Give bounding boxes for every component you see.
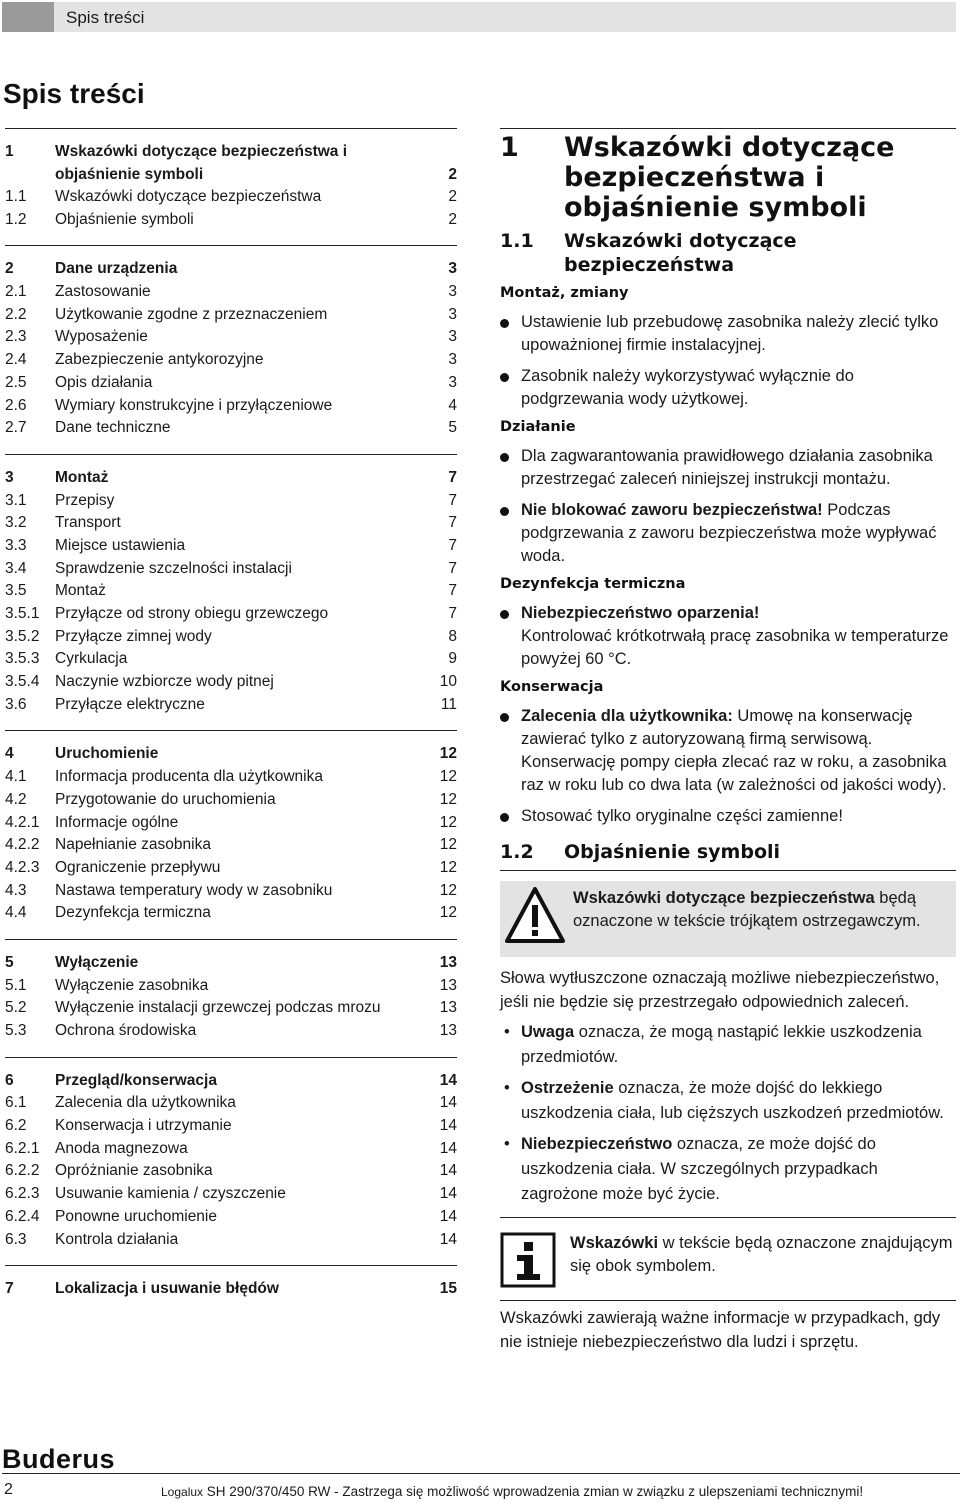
toc-row[interactable] bbox=[5, 789, 457, 812]
toc-title: Spis treści bbox=[3, 78, 145, 109]
toc-row-number: 3.1 bbox=[5, 491, 27, 509]
toc-row-page: 14 bbox=[439, 1162, 457, 1180]
toc-row-number: 2 bbox=[5, 260, 14, 278]
warning-text: Wskazówki dotyczące bezpieczeństwa będą oznaczone w tekście trójkątem ostrzegawczym. bbox=[573, 889, 921, 930]
toc-row-text: Wymiary konstrukcyjne i przyłączeniowe bbox=[55, 396, 333, 414]
toc-row-page: 13 bbox=[439, 999, 457, 1017]
toc-row-number: 6.3 bbox=[5, 1230, 27, 1248]
header-bar bbox=[54, 2, 956, 32]
info-icon bbox=[500, 1232, 556, 1293]
toc-row-number: 4.2 bbox=[5, 790, 27, 808]
toc-row[interactable] bbox=[5, 1278, 457, 1301]
toc-row[interactable] bbox=[5, 1229, 457, 1252]
toc-row[interactable] bbox=[5, 694, 457, 717]
toc-row[interactable] bbox=[5, 186, 457, 209]
toc-row-text: Anoda magnezowa bbox=[55, 1139, 188, 1157]
toc-row-number: 3.5 bbox=[5, 582, 27, 600]
toc-row[interactable] bbox=[5, 209, 457, 232]
toc-row-number: 3 bbox=[5, 468, 14, 486]
toc-row-text: Przyłącze zimnej wody bbox=[55, 627, 212, 645]
bullet-dot-icon bbox=[500, 453, 509, 462]
toc-row-number: 2.7 bbox=[5, 419, 27, 437]
toc-row[interactable] bbox=[5, 1183, 457, 1206]
toc-group bbox=[5, 730, 457, 925]
toc-row[interactable] bbox=[5, 1092, 457, 1115]
toc-row-page: 14 bbox=[439, 1139, 457, 1157]
toc-row[interactable] bbox=[5, 258, 457, 281]
toc-row[interactable] bbox=[5, 512, 457, 535]
toc-row-number: 3.4 bbox=[5, 559, 27, 577]
toc-row-number: 2.4 bbox=[5, 351, 27, 369]
toc-row-text: Zastosowanie bbox=[55, 283, 151, 301]
toc-row-page: 14 bbox=[439, 1094, 457, 1112]
toc-row[interactable] bbox=[5, 952, 457, 975]
toc-row-text: Konserwacja i utrzymanie bbox=[55, 1117, 232, 1135]
toc-row-page: 12 bbox=[439, 858, 457, 876]
toc-row-text: Zabezpieczenie antykorozyjne bbox=[55, 351, 264, 369]
right-column bbox=[500, 128, 956, 1354]
toc-row-number: 3.3 bbox=[5, 536, 27, 554]
toc-row-text: Informacje ogólne bbox=[55, 813, 179, 831]
dezynfekcja-heading: Dezynfekcja termiczna bbox=[500, 576, 686, 592]
bullet-dot-icon bbox=[500, 319, 509, 328]
toc-row-number: 4.2.3 bbox=[5, 858, 40, 876]
toc-row-number: 4.3 bbox=[5, 881, 27, 899]
toc-row-page: 12 bbox=[439, 768, 457, 786]
toc-row[interactable] bbox=[5, 417, 457, 440]
toc-row[interactable] bbox=[5, 1160, 457, 1183]
toc-row[interactable] bbox=[5, 743, 457, 766]
info-text: Wskazówki w tekście będą oznaczone znajdującym się obok symbolem. bbox=[570, 1234, 953, 1275]
toc-row-page: 10 bbox=[439, 673, 457, 691]
toc-row[interactable] bbox=[5, 997, 457, 1020]
toc-row-page: 7 bbox=[448, 536, 457, 554]
section-rule bbox=[500, 870, 956, 871]
toc-row-number: 4.4 bbox=[5, 904, 27, 922]
toc-row-page: 3 bbox=[448, 373, 457, 391]
montaz-heading: Montaż, zmiany bbox=[500, 285, 629, 301]
toc-row-number: 2.5 bbox=[5, 373, 27, 391]
toc-row-number: 3.5.3 bbox=[5, 650, 40, 668]
toc-row-text: Montaż bbox=[55, 582, 106, 600]
toc-row-number: 6.1 bbox=[5, 1094, 27, 1112]
toc-row-text: Przygotowanie do uruchomienia bbox=[55, 790, 276, 808]
toc-row-text: Usuwanie kamienia / czyszczenie bbox=[55, 1185, 286, 1203]
toc-row-text: Przepisy bbox=[55, 491, 115, 509]
toc-row-text: Wyposażenie bbox=[55, 328, 148, 346]
toc-row-number: 2.1 bbox=[5, 283, 27, 301]
toc-row[interactable] bbox=[5, 812, 457, 835]
bullet-item: Ustawienie lub przebudowę zasobnika należy zlecić tylko upoważnionej firmie instalacyjnej. bbox=[500, 311, 956, 357]
toc-row-number: 4 bbox=[5, 745, 14, 763]
toc-row-page: 14 bbox=[439, 1230, 457, 1248]
footer-rule bbox=[2, 1473, 960, 1474]
toc-row-page: 7 bbox=[448, 582, 457, 600]
toc-row-page: 3 bbox=[448, 283, 457, 301]
toc-row-page: 7 bbox=[448, 514, 457, 532]
toc-row-page: 13 bbox=[439, 976, 457, 994]
toc-row-page: 14 bbox=[439, 1117, 457, 1135]
toc-row-number: 3.6 bbox=[5, 695, 27, 713]
bullet-dot-icon bbox=[500, 373, 509, 382]
toc-row-number: 6.2.1 bbox=[5, 1139, 40, 1157]
toc-row[interactable] bbox=[5, 395, 457, 418]
toc-row-number: 2.6 bbox=[5, 396, 27, 414]
toc-row-number: 6.2.2 bbox=[5, 1162, 40, 1180]
toc-row-number: 4.2.1 bbox=[5, 813, 40, 831]
toc-group bbox=[5, 454, 457, 717]
section-rule bbox=[500, 128, 956, 129]
signal-word-item: • Ostrzeżenie oznacza, że może dojść do lekkiego uszkodzenia ciała, lub cięższych uszkodzeń przedmiotów. bbox=[504, 1079, 944, 1122]
section-rule bbox=[500, 1300, 956, 1301]
toc-row-text: Przyłącze od strony obiegu grzewczego bbox=[55, 605, 329, 622]
dzialanie-heading: Działanie bbox=[500, 419, 576, 435]
symbols-intro: Słowa wytłuszczone oznaczają możliwe niebezpieczeństwo, jeśli nie będzie się przestrzegało odpowiednich zaleceń. bbox=[500, 969, 940, 1011]
toc-group bbox=[5, 128, 457, 231]
toc-row[interactable] bbox=[5, 648, 457, 671]
bullet-dot-icon bbox=[500, 713, 509, 722]
footer-note: Logalux SH 290/370/450 RW - Zastrzega się możliwość wprowadzenia zmian w związku z ulepszeniami technicznymi! bbox=[161, 1484, 864, 1499]
toc-row-page: 3 bbox=[448, 328, 457, 346]
toc-row-number: 3.5.4 bbox=[5, 673, 40, 691]
bullet-item: Stosować tylko oryginalne części zamienne! bbox=[500, 805, 956, 828]
toc-row-text: Naczynie wzbiorcze wody pitnej bbox=[55, 673, 274, 691]
toc-row[interactable] bbox=[5, 141, 457, 186]
toc-row-text: Przyłącze elektryczne bbox=[55, 695, 205, 713]
toc-row-number: 5.2 bbox=[5, 999, 27, 1017]
toc-group bbox=[5, 939, 457, 1043]
bullet-dot-icon bbox=[500, 610, 509, 619]
toc-row-number: 2.2 bbox=[5, 305, 27, 323]
toc-row-text: Montaż bbox=[55, 468, 109, 486]
section-1-2-heading: 1.2 Objaśnienie symboli bbox=[500, 841, 781, 863]
toc-row-text: Dane techniczne bbox=[55, 419, 171, 437]
toc-row-text: Wyłączenie bbox=[55, 953, 139, 971]
bullet-item: Dla zagwarantowania prawidłowego działania zasobnika przestrzegać zaleceń niniejszej instrukcji montażu. bbox=[500, 445, 956, 491]
toc-row-number: 1 bbox=[5, 143, 14, 160]
toc-row-number: 5.1 bbox=[5, 976, 27, 994]
toc-row[interactable] bbox=[5, 975, 457, 998]
toc-row-number: 4.2.2 bbox=[5, 836, 40, 854]
warning-triangle-icon bbox=[504, 885, 566, 950]
toc-row-text: Sprawdzenie szczelności instalacji bbox=[55, 559, 292, 577]
signal-word-item: • Niebezpieczeństwo oznacza, ze może dojść do uszkodzenia ciała. W szczególnych przypadkach zagrożone może być życie. bbox=[504, 1135, 878, 1203]
toc-row-text: Wskazówki dotyczące bezpieczeństwa bbox=[55, 188, 322, 205]
toc-row-text: Dezynfekcja termiczna bbox=[55, 904, 211, 922]
toc-row-text: Informacja producenta dla użytkownika bbox=[55, 768, 323, 786]
page-number: 2 bbox=[4, 1481, 13, 1498]
toc-row-text: Wskazówki dotyczące bezpieczeństwa i objaśnienie symboli bbox=[55, 143, 348, 183]
warning-box bbox=[500, 881, 956, 957]
toc-row[interactable] bbox=[5, 834, 457, 857]
toc-row-page: 7 bbox=[448, 559, 457, 577]
info-box bbox=[500, 1232, 956, 1294]
toc-row-page: 9 bbox=[448, 650, 457, 668]
toc-row-page: 15 bbox=[439, 1280, 457, 1298]
toc-row-number: 6 bbox=[5, 1071, 14, 1089]
toc-group bbox=[5, 1265, 457, 1301]
section-rule bbox=[500, 1217, 956, 1218]
toc-row[interactable] bbox=[5, 349, 457, 372]
toc-row-page: 13 bbox=[439, 953, 457, 971]
toc-row-text: Dane urządzenia bbox=[55, 260, 178, 278]
toc-row-number: 6.2.4 bbox=[5, 1207, 40, 1225]
toc-row[interactable] bbox=[5, 558, 457, 581]
toc-row[interactable] bbox=[5, 766, 457, 789]
toc-row-text: Nastawa temperatury wody w zasobniku bbox=[55, 881, 333, 899]
toc-row-text: Wyłączenie instalacji grzewczej podczas mrozu bbox=[55, 999, 381, 1017]
toc-row-text: Opróżnianie zasobnika bbox=[55, 1162, 213, 1180]
toc-row-page: 12 bbox=[439, 813, 457, 831]
toc-row-text: Ponowne uruchomienie bbox=[55, 1207, 217, 1225]
toc-row-number: 1.2 bbox=[5, 210, 27, 228]
toc-row-page: 7 bbox=[448, 605, 457, 622]
toc-row-page: 7 bbox=[448, 491, 457, 509]
toc-row[interactable] bbox=[5, 626, 457, 649]
header-gray-block bbox=[2, 2, 54, 32]
toc-row[interactable] bbox=[5, 490, 457, 513]
bullet-item: Zalecenia dla użytkownika: Umowę na konserwację zawierać tylko z autoryzowaną firmą serwisową. Konserwację pompy ciepła zlecać raz w roku, a zasobnika raz w roku lub co dwa lata (w zależności od jakości wody). bbox=[500, 705, 956, 797]
bullet-item: Nie blokować zaworu bezpieczeństwa! Podczas podgrzewania z zaworu bezpieczeństwa może wypływać woda. bbox=[500, 499, 956, 568]
toc-row-number: 3.5.2 bbox=[5, 627, 40, 645]
toc-row-text: Cyrkulacja bbox=[55, 650, 128, 668]
toc-row-text: Miejsce ustawienia bbox=[55, 536, 186, 554]
toc-row-page: 3 bbox=[448, 351, 457, 369]
toc-row-number: 5.3 bbox=[5, 1022, 27, 1039]
toc-row-page: 12 bbox=[439, 836, 457, 854]
toc-row-number: 4.1 bbox=[5, 768, 27, 786]
toc-row-page: 3 bbox=[448, 305, 457, 323]
toc-row-text: Zalecenia dla użytkownika bbox=[55, 1094, 236, 1112]
toc-row[interactable] bbox=[5, 603, 457, 626]
signal-word-item: • Uwaga oznacza, że mogą nastąpić lekkie uszkodzenia przedmiotów. bbox=[504, 1023, 922, 1066]
toc-row-text: Użytkowanie zgodne z przeznaczeniem bbox=[55, 305, 328, 323]
toc-row-page: 14 bbox=[439, 1185, 457, 1203]
bullet-dot-icon bbox=[500, 507, 509, 516]
header-title: Spis treści bbox=[66, 8, 145, 27]
toc-row-text: Kontrola działania bbox=[55, 1230, 179, 1248]
toc-row[interactable] bbox=[5, 671, 457, 694]
toc-row-text: Ograniczenie przepływu bbox=[55, 858, 221, 876]
toc-row-page: 2 bbox=[448, 165, 457, 183]
toc-row-page: 12 bbox=[439, 790, 457, 808]
toc-row[interactable] bbox=[5, 902, 457, 925]
toc-row-text: Ochrona środowiska bbox=[55, 1022, 197, 1039]
toc-row[interactable] bbox=[5, 580, 457, 603]
toc-group bbox=[5, 245, 457, 440]
toc-row-number: 1.1 bbox=[5, 188, 27, 205]
toc-row-page: 11 bbox=[440, 695, 457, 713]
bullet-dot-icon bbox=[500, 813, 509, 822]
toc-row-page: 8 bbox=[448, 627, 457, 645]
toc-row[interactable] bbox=[5, 372, 457, 395]
toc-row-page: 13 bbox=[439, 1022, 457, 1039]
toc-row[interactable] bbox=[5, 1206, 457, 1229]
buderus-logo: Buderus bbox=[2, 1444, 116, 1474]
toc-group bbox=[5, 1057, 457, 1252]
toc-row[interactable] bbox=[5, 535, 457, 558]
toc-row-number: 5 bbox=[5, 953, 14, 971]
info-paragraph: Wskazówki zawierają ważne informacje w przypadkach, gdy nie istnieje niebezpieczeństwo dla ludzi i sprzętu. bbox=[500, 1309, 941, 1351]
toc-row-number: 6.2.3 bbox=[5, 1185, 40, 1203]
toc-row[interactable] bbox=[5, 281, 457, 304]
toc-row-number: 3.5.1 bbox=[5, 605, 40, 622]
toc-row-text: Napełnianie zasobnika bbox=[55, 836, 211, 854]
toc-row-text: Wyłączenie zasobnika bbox=[55, 976, 209, 994]
toc-row[interactable] bbox=[5, 1020, 457, 1043]
toc-row-page: 7 bbox=[448, 468, 457, 486]
toc-row-page: 3 bbox=[448, 260, 457, 278]
toc-row-number: 6.2 bbox=[5, 1117, 27, 1135]
toc-row[interactable] bbox=[5, 304, 457, 327]
toc-row[interactable] bbox=[5, 880, 457, 903]
toc-row[interactable] bbox=[5, 1070, 457, 1093]
toc-row[interactable] bbox=[5, 326, 457, 349]
section-1-1-heading: 1.1 Wskazówki dotyczące bezpieczeństwa bbox=[500, 230, 797, 276]
konserwacja-heading: Konserwacja bbox=[500, 679, 604, 695]
section-1-heading: 1 Wskazówki dotyczące bezpieczeństwa i objaśnienie symboli bbox=[500, 132, 895, 223]
bullet-item: Zasobnik należy wykorzystywać wyłącznie do podgrzewania wody użytkowej. bbox=[500, 365, 956, 411]
toc-row-text: Przegląd/konserwacja bbox=[55, 1071, 217, 1089]
toc-row[interactable] bbox=[5, 467, 457, 490]
table-of-contents bbox=[5, 128, 457, 1315]
toc-row-page: 14 bbox=[439, 1207, 457, 1225]
toc-row-text: Uruchomienie bbox=[55, 745, 159, 763]
toc-row[interactable] bbox=[5, 1115, 457, 1138]
toc-row-number: 3.2 bbox=[5, 514, 27, 532]
toc-row[interactable] bbox=[5, 1138, 457, 1161]
toc-row[interactable] bbox=[5, 857, 457, 880]
toc-row-number: 2.3 bbox=[5, 328, 27, 346]
toc-row-page: 2 bbox=[448, 210, 457, 228]
toc-row-number: 7 bbox=[5, 1280, 14, 1298]
toc-row-page: 14 bbox=[439, 1071, 457, 1089]
toc-row-page: 12 bbox=[439, 904, 457, 922]
toc-row-text: Transport bbox=[55, 514, 121, 532]
toc-row-text: Objaśnienie symboli bbox=[55, 210, 194, 228]
toc-row-page: 12 bbox=[439, 881, 457, 899]
toc-row-page: 5 bbox=[448, 419, 457, 437]
toc-row-page: 12 bbox=[439, 745, 457, 763]
toc-row-page: 2 bbox=[448, 188, 457, 205]
toc-row-page: 4 bbox=[448, 396, 457, 414]
toc-row-text: Lokalizacja i usuwanie błędów bbox=[55, 1280, 279, 1298]
bullet-item: Niebezpieczeństwo oparzenia! Kontrolować krótkotrwałą pracę zasobnika w temperaturze powyżej 60 °C. bbox=[500, 602, 956, 671]
toc-row-text: Opis działania bbox=[55, 373, 153, 391]
